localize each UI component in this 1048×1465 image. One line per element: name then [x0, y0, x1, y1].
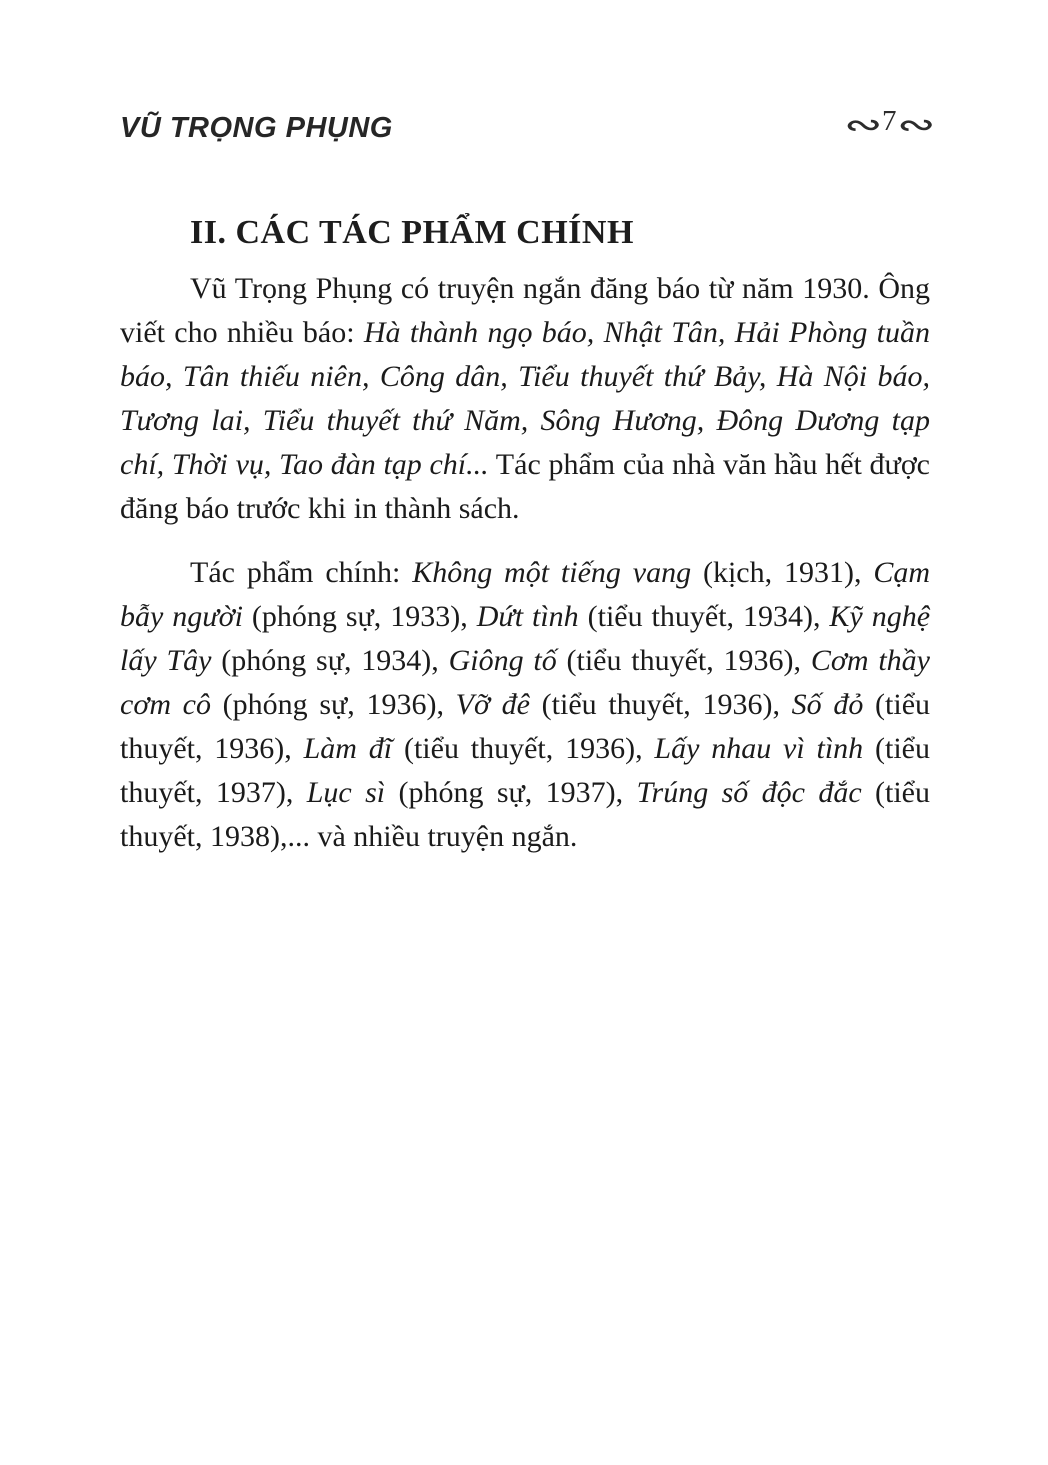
work-title-text: Kỹ nghệ lấy Tây [120, 600, 931, 678]
body-run-text: (phóng sự, 1934), [211, 644, 449, 678]
body-run-text: (tiểu thuyết, 1936), [392, 732, 655, 766]
page-content [120, 214, 930, 859]
work-title-text: Số đỏ [791, 688, 864, 722]
body-run-text: (tiểu thuyết, 1934), [578, 600, 830, 634]
work-title-text: Hà thành ngọ báo, Nhật Tân, Hải Phòng tuần báo, Tân thiếu niên, Công dân, Tiểu thuyết thứ Bảy, Hà Nội báo, Tương lai, Tiểu thuyết thứ Năm, Sông Hương, Đông Dương tạp chí, Thời vụ, Tao đàn tạp chí... [120, 316, 930, 482]
work-title-text: Làm đĩ [303, 732, 393, 766]
body-run-text: (tiểu thuyết, 1936), [529, 688, 792, 722]
work-title-text: Giông tố [448, 644, 557, 678]
work-title-text: Lục sì [306, 776, 386, 810]
body-run-text: (tiểu thuyết, 1936), [120, 688, 931, 766]
paragraph [120, 551, 930, 859]
body-paragraphs [120, 267, 930, 859]
body-run-text: (phóng sự, 1933), [242, 600, 477, 634]
work-title-text: Dứt tình [476, 600, 579, 634]
body-run-text: Tác phẩm của nhà văn hầu hết được đăng báo trước khi in thành sách. [120, 448, 930, 526]
work-title-text: Trúng số độc đắc [636, 776, 862, 810]
swash-ornament-left-icon: ∾ [843, 105, 882, 145]
body-run-text: (phóng sự, 1936), [211, 688, 456, 722]
body-run-text: (tiểu thuyết, 1936), [556, 644, 811, 678]
body-run-text: (phóng sự, 1937), [385, 776, 637, 810]
work-title-text: Vỡ đê [455, 688, 530, 722]
running-head-author: VŨ TRỌNG PHỤNG [120, 112, 393, 144]
work-title-text: Cơm thầy cơm cô [120, 644, 930, 722]
body-run-text: Tác phẩm chính: [190, 556, 413, 590]
page-number: 7 [882, 104, 897, 137]
work-title-text: Lấy nhau vì tình [654, 732, 864, 766]
work-title-text: Cạm bẫy người [120, 556, 931, 634]
section-heading: II. CÁC TÁC PHẨM CHÍNH [190, 214, 634, 251]
work-title-text: Không một tiếng vang [412, 556, 692, 590]
paragraph [120, 267, 930, 531]
body-run-text: Vũ Trọng Phụng có truyện ngắn đăng báo từ năm 1930. Ông viết cho nhiều báo: [120, 272, 930, 350]
swash-ornament-right-icon: ∾ [896, 105, 935, 145]
body-run-text: (tiểu thuyết, 1937), [120, 732, 930, 810]
page-header [120, 104, 935, 156]
body-run-text: (tiểu thuyết, 1938),... và nhiều truyện ngắn. [120, 776, 930, 854]
page-number-ornament [843, 104, 935, 145]
body-run-text: (kịch, 1931), [691, 556, 874, 590]
